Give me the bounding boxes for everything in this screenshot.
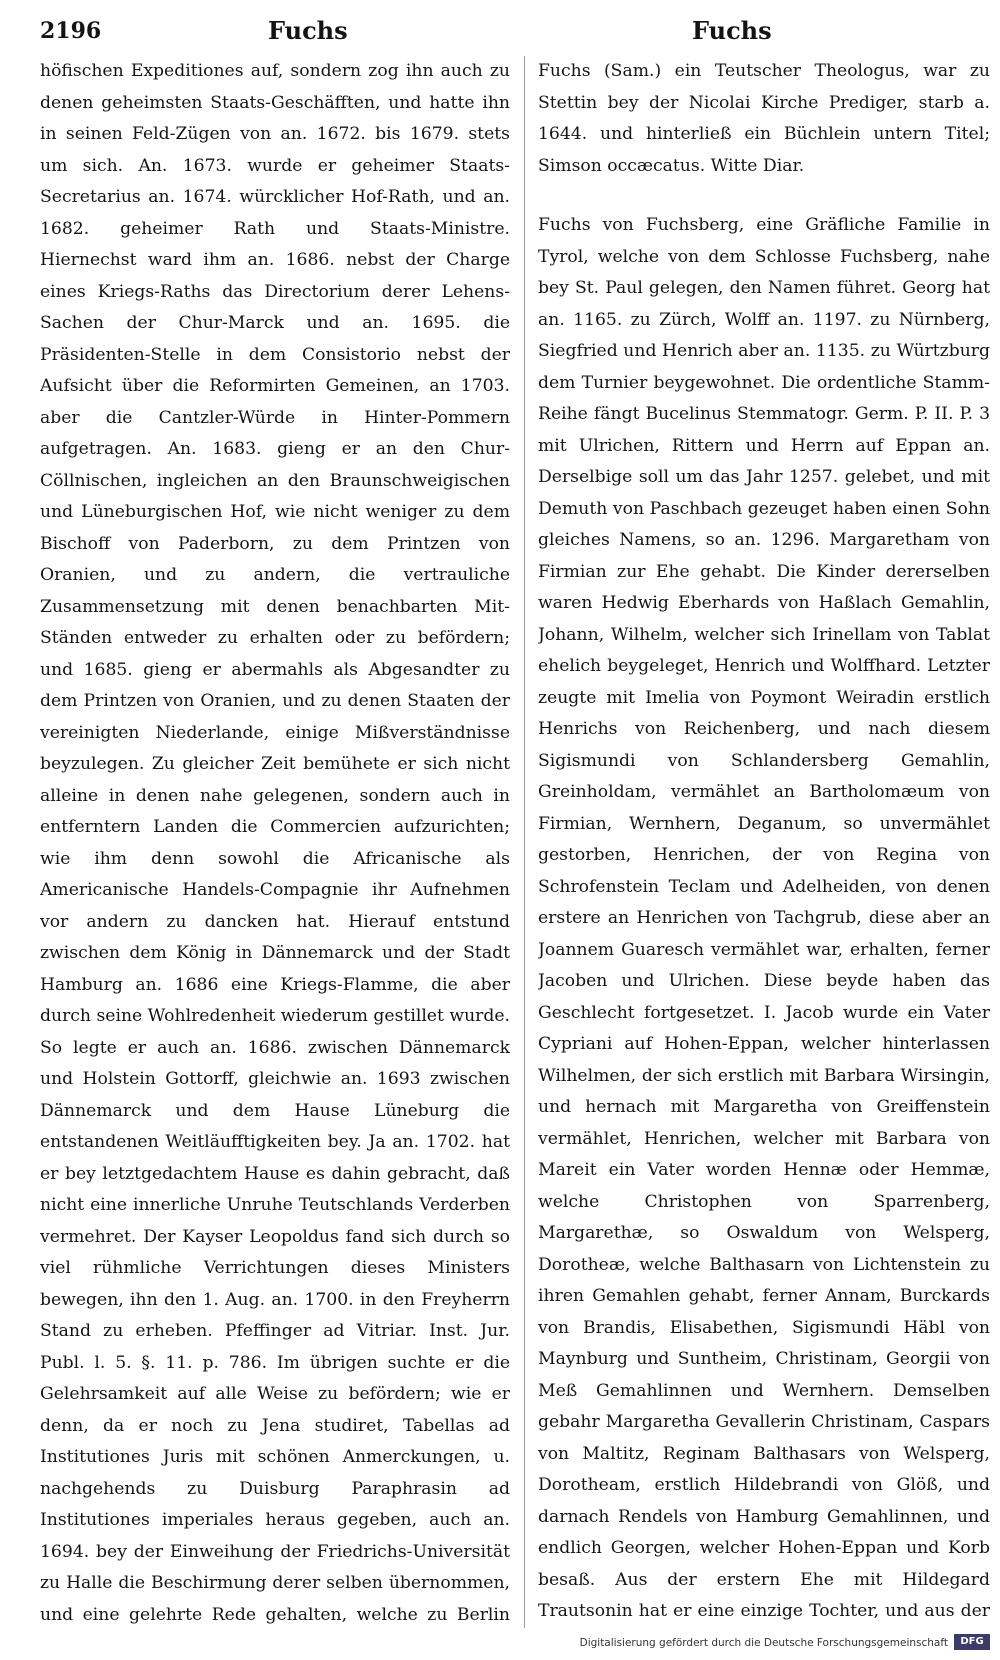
right-entry-fuchs-sam: Fuchs (Sam.) ein Teutscher Theologus, war zu Stettin bey der Nicolai Kirche Prediger, starb a. 1644. und hinterließ ein Büchlein untern Titel; Simson occæcatus. Witte Diar.: [538, 61, 990, 176]
page-header: [40, 8, 986, 48]
column-divider: [524, 56, 525, 1628]
digitization-credit: Digitalisierung gefördert durch die Deutsche Forschungsgemeinschaft: [579, 1637, 948, 1649]
running-head-left: Fuchs: [268, 16, 348, 45]
page-number: 2196: [40, 18, 102, 44]
left-entry-continuation: höfischen Expeditiones auf, sondern zog ihn auch zu denen geheimsten Staats-Geschäfften, und hatte ihn in seinen Feld-Zügen von an. 1672. bis 1679. stets um sich. An. 1673. wurde er geheimer Staats-Secretarius an. 1674. würcklicher Hof-Rath, und an. 1682. geheimer Rath und Staats-Ministre. Hiernechst ward ihm an. 1686. nebst der Charge eines Kriegs-Raths das Directorium derer Lehens-Sachen der Chur-Marck und an. 1695. die Präsidenten-Stelle in dem Consistorio nebst der Aufsicht über die Reformirten Gemeinen, an 1703. aber die Cantzler-Würde in Hinter-Pommern aufgetragen. An. 1683. gieng er an den Chur-Cöllnischen, ingleichen an den Braunschweigischen und Lüneburgischen Hof, wie nicht weniger zu dem Bischoff von Paderborn, zu dem Printzen von Oranien, und zu andern, die vertrauliche Zusammensetzung mit denen benachbarten Mit-Ständen entweder zu erhalten oder zu befördern; und 1685. gieng er abermahls als Abgesandter zu dem Printzen von Oranien, und zu denen Staaten der vereinigten Niederlande, einige Mißverständnisse beyzulegen. Zu gleicher Zeit bemühete er sich nicht alleine in denen nahe gelegenen, sondern auch in entferntern Landen die Commercien aufzurichten; wie ihm denn sowohl die Africanische als Americanische Handels-Compagnie ihr Aufnehmen vor andern zu dancken hat. Hierauf entstund zwischen dem König in Dännemarck und der Stadt Hamburg an. 1686 eine Kriegs-Flamme, die aber durch seine Wohlredenheit wiederum gestillet wurde. So legte er auch an. 1686. zwischen Dännemarck und Holstein Gottorff, gleichwie an. 1693 zwischen Dännemarck und dem Hause Lüneburg die entstandenen Weitläufftigkeiten bey. Ja an. 1702. hat er bey letztgedachtem Hause es dahin gebracht, daß nicht eine innerliche Unruhe Teutschlands Verderben vermehret. Der Kayser Leopoldus fand sich durch so viel rühmliche Verrichtungen dieses Ministers bewegen, ihn den 1. Aug. an. 1700. in den Freyherrn Stand zu erheben. Pfeffinger ad Vitriar. Inst. Jur. Publ. l. 5. §. 11. p. 786. Im übrigen suchte er die Gelehrsamkeit auf alle Weise zu befördern; wie er denn, da er noch zu Jena studiret, Tabellas ad Institutiones Juris mit schönen Anmerckungen, u. nachgehends zu Duisburg Paraphrasin ad Institutiones imperiales heraus gegeben, auch an. 1694. bey der Einweihung der Friedrichs-Universität zu Halle die Beschirmung derer selben übernommen, und eine gelehrte Rede gehalten, welche zu Berlin: [40, 61, 510, 1625]
left-column: [40, 56, 510, 1626]
running-head-right: Fuchs: [692, 16, 772, 45]
right-column: [538, 56, 990, 1626]
dfg-logo: DFG: [954, 1634, 990, 1650]
right-entry-fuchs-von-fuchsberg: Fuchs von Fuchsberg, eine Gräfliche Familie in Tyrol, welche von dem Schlosse Fuchsberg, nahe bey St. Paul gelegen, den Namen führet. Georg hat an. 1165. zu Zürch, Wolff an. 1197. zu Nürnberg, Siegfried und Henrich aber an. 1135. zu Würtzburg dem Turnier beygewohnet. Die ordentliche Stamm-Reihe fängt Bucelinus Stemmatogr. Germ. P. II. P. 3 mit Ulrichen, Rittern und Herrn auf Eppan an. Derselbige soll um das Jahr 1257. gelebet, und mit Demuth von Paschbach gezeuget haben einen Sohn gleiches Namens, so an. 1296. Margaretham von Firmian zur Ehe gehabt. Die Kinder dererselben waren Hedwig Eberhards von Haßlach Gemahlin, Johann, Wilhelm, welcher sich Irinellam von Tablat ehelich beygeleget, Henrich und Wolffhard. Letzter zeugte mit Imelia von Poymont Weiradin erstlich Henrichs von Reichenberg, und nach diesem Sigismundi von Schlandersberg Gemahlin, Greinholdam, vermählet an Bartholomæum von Firmian, Wernhern, Deganum, so unvermählet gestorben, Henrichen, der von Regina von Schrofenstein Teclam und Adelheiden, von denen erstere an Henrichen von Tachgrub, diese aber an Joannem Guaresch vermählet war, erhalten, ferner Jacoben und Ulrichen. Diese beyde haben das Geschlecht fortgesetzet. I. Jacob wurde ein Vater Cypriani auf Hohen-Eppan, welcher hinterlassen Wilhelmen, der sich erstlich mit Barbara Wirsingin, und hernach mit Margaretha von Greiffenstein vermählet, Henrichen, welcher mit Barbara von Mareit ein Vater worden Hennæ oder Hemmæ, welche Christophen von Sparrenberg, Margarethæ, so Oswaldum von Welsperg, Dorotheæ, welche Balthasarn von Lichtenstein zu ihren Gemahlen gehabt, ferner Annam, Burckards von Brandis, Elisabethen, Sigismundi Häbl von Maynburg und Suntheim, Christinam, Georgii von Meß Gemahlinnen und Wernhern. Demselben gebahr Margaretha Gevallerin Christinam, Caspars von Maltitz, Reginam Balthasars von Welsperg, Dorotheam, erstlich Hildebrandi von Glöß, und darnach Rendels von Hamburg Gemahlinnen, und endlich Georgen, welcher Hohen-Eppan und Korb besaß. Aus der erstern Ehe mit Hildegard Trautsonin hat er eine einzige Tochter, und aus der: [538, 215, 990, 1621]
